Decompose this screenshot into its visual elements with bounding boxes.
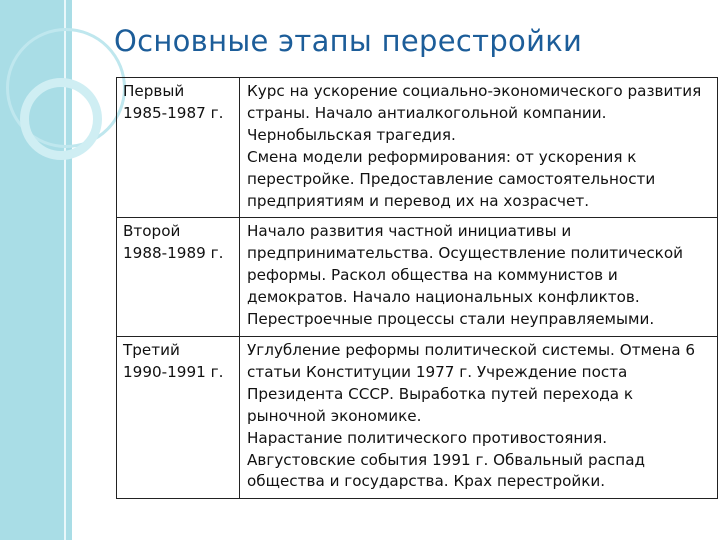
page-title: Основные этапы перестройки	[114, 24, 583, 58]
stage-period-cell	[117, 78, 240, 218]
stage-paragraph: Начало развития частной инициативы и предпринимательства. Осуществление политической реформы. Раскол общества на коммунистов и демократов. Начало национальных конфликтов. Перестроечные процессы стали неуправляемыми.	[247, 222, 684, 329]
stage-description-cell	[240, 218, 718, 337]
stage-description-cell	[240, 78, 718, 218]
table-row	[117, 78, 718, 218]
stage-description-cell	[240, 336, 718, 498]
stage-name: Второй	[123, 222, 181, 241]
stage-name: Первый	[123, 82, 185, 100]
stage-paragraph: Курс на ускорение социально-экономического развития страны. Начало антиалкогольной компании. Чернобыльская трагедия.	[247, 82, 702, 144]
stage-years: 1990-1991 г.	[123, 362, 224, 381]
stage-period-cell	[117, 336, 240, 498]
stages-table	[116, 77, 718, 499]
stage-years: 1985-1987 г.	[123, 103, 224, 122]
table-row	[117, 336, 718, 498]
decorative-inner-ring	[20, 78, 102, 160]
stage-name: Третий	[123, 340, 180, 359]
table-row	[117, 218, 718, 337]
stage-paragraph: Смена модели реформирования: от ускорения к перестройке. Предоставление самостоятельности предприятиям и перевод их на хозрасчет.	[247, 147, 656, 210]
stage-years: 1988-1989 г.	[123, 244, 224, 263]
stage-paragraph: Углубление реформы политической системы. Отмена 6 статьи Конституции 1977 г. Учреждение поста Президента СССР. Выработка путей перехода к рыночной экономике.	[247, 340, 696, 425]
stage-paragraph: Нарастание политического противостояния. Августовские события 1991 г. Обвальный распад общества и государства. Крах перестройки.	[247, 428, 645, 491]
stage-period-cell	[117, 218, 240, 337]
